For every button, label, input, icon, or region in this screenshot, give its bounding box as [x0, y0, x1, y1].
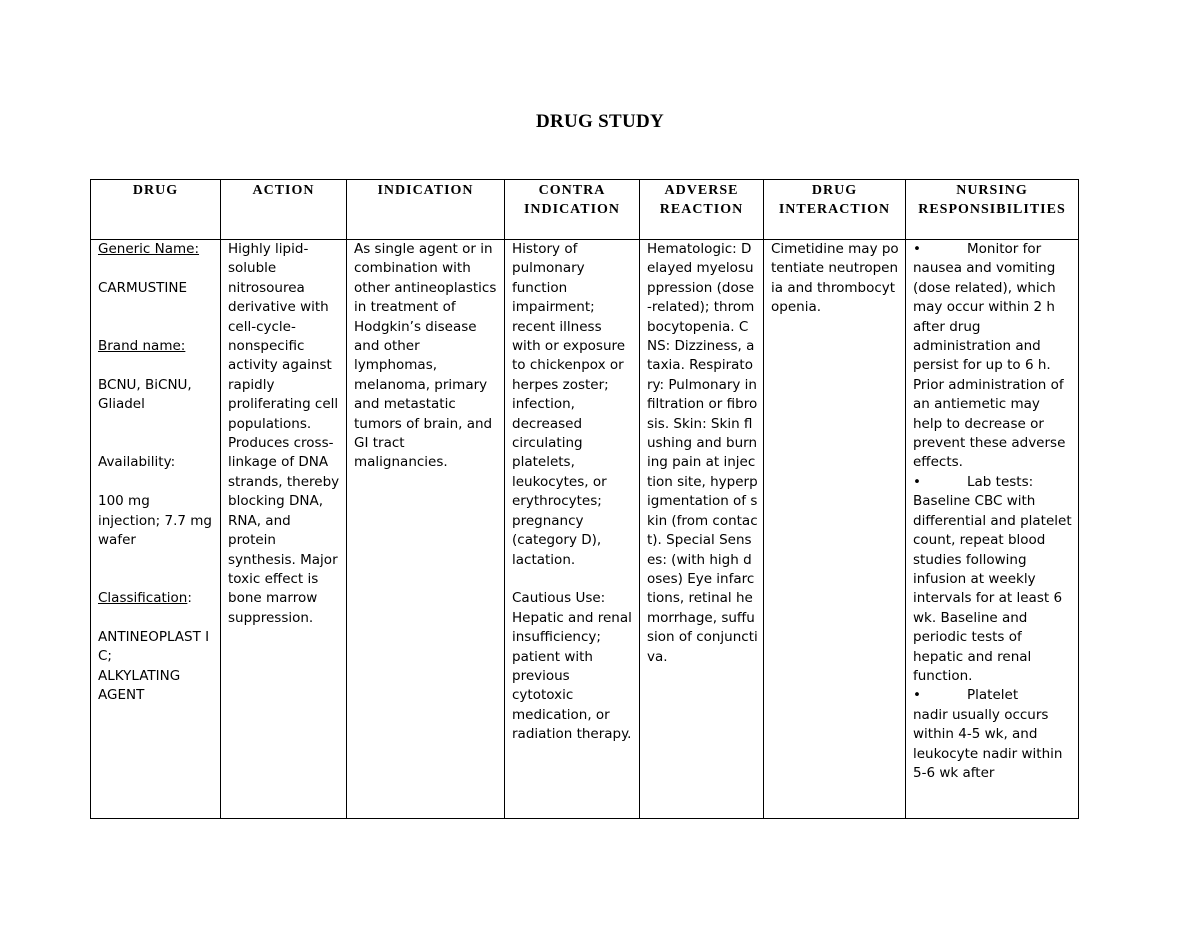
nursing-item-3-lead: Platelet [967, 687, 1019, 704]
contraindication-cell [505, 240, 640, 819]
nursing-item-2-text: Baseline CBC with differential and platelet count, repeat blood studies following infusion at weekly intervals for at least 6 wk. Baseline and periodic tests of hepatic and renal function. [913, 493, 1072, 684]
availability-value: 100 mg injection; 7.7 mg wafer [98, 493, 212, 549]
header-row [91, 180, 1079, 240]
header-nursing-responsibilities: NURSING RESPONSIBILITIES [906, 180, 1079, 240]
brand-name-value: BCNU, BiCNU, Gliadel [98, 376, 192, 413]
bullet-icon: • [913, 241, 921, 257]
indication-text: As single agent or in combination with other antineoplastics in treatment of Hodgkin’s disease and other lymphomas, melanoma, primary and metastatic tumors of brain, and GI tract malignancies. [354, 241, 497, 471]
classification-colon: : [187, 590, 192, 607]
adverse-reaction-cell [640, 240, 764, 819]
contraindication-text: History of pulmonary function impairment; recent illness with or exposure to chickenpox or herpes zoster; infection, decreased circulating platelets, leukocytes, or erythrocytes; pregnancy (category D), lactation. [512, 241, 626, 568]
indication-cell [347, 240, 505, 819]
generic-name-label: Generic Name: [98, 241, 200, 257]
cautious-use-text: Cautious Use: Hepatic and renal insufficiency; patient with previous cytotoxic medication, or radiation therapy. [512, 590, 632, 743]
action-text: Highly lipid-soluble nitrosourea derivative with cell-cycle-nonspecific activity against rapidly proliferating cell populations. Produces cross-linkage of DNA strands, thereby blocking DNA, RNA, and protein synthesis. Major toxic effect is bone marrow suppression. [228, 241, 340, 626]
drug-study-table [90, 179, 1079, 819]
nursing-item-2 [913, 473, 1073, 492]
header-drug: DRUG [91, 180, 221, 240]
classification-label: Classification [98, 590, 188, 607]
table-row [91, 240, 1079, 819]
brand-name-label: Brand name: [98, 338, 186, 354]
nursing-item-1-lead: Monitor for [967, 241, 1042, 257]
drug-interaction-cell [764, 240, 906, 819]
nursing-item-3 [913, 686, 1073, 705]
header-indication: INDICATION [347, 180, 505, 240]
classification-label-line [98, 589, 215, 608]
bullet-icon: • [913, 687, 921, 704]
drug-interaction-text: Cimetidine may potentiate neutropenia and thrombocytopenia. [771, 241, 899, 316]
bullet-icon: • [913, 473, 921, 490]
action-cell [221, 240, 347, 819]
document-title: DRUG STUDY [535, 111, 665, 132]
nursing-cell [906, 240, 1079, 819]
nursing-item-1-text: nausea and vomiting (dose related), which may occur within 2 h after drug administration and persist for up to 6 h. Prior administration of an antiemetic may help to decrease or prevent these adverse effects. [913, 260, 1066, 471]
generic-name-value: CARMUSTINE [98, 279, 187, 296]
header-action: ACTION [221, 180, 347, 240]
nursing-item-3-text: nadir usually occurs within 4-5 wk, and leukocyte nadir within 5-6 wk after [913, 706, 1063, 781]
drug-cell [91, 240, 221, 819]
adverse-reaction-text: Hematologic: Delayed myelosuppression (dose-related); thrombocytopenia. CNS: Dizziness, ataxia. Respiratory: Pulmonary infiltration or fibrosis. Skin: Skin flushing and burning pain at injection site, hyperpigmentation of skin (from contact). Special Senses: (with high doses) Eye infarctions, retinal hemorrhage, suffusion of conjunctiva. [647, 241, 758, 665]
header-adverse-reaction: ADVERSE REACTION [640, 180, 764, 240]
classification-value-2: ALKYLATING AGENT [98, 667, 181, 704]
nursing-item-1 [913, 240, 1073, 259]
classification-value-1: ANTINEOPLAST IC; [98, 629, 210, 665]
nursing-item-2-lead: Lab tests: [967, 473, 1034, 490]
header-contraindication: CONTRA INDICATION [505, 180, 640, 240]
header-drug-interaction: DRUG INTERACTION [764, 180, 906, 240]
availability-label: Availability: [98, 454, 176, 471]
